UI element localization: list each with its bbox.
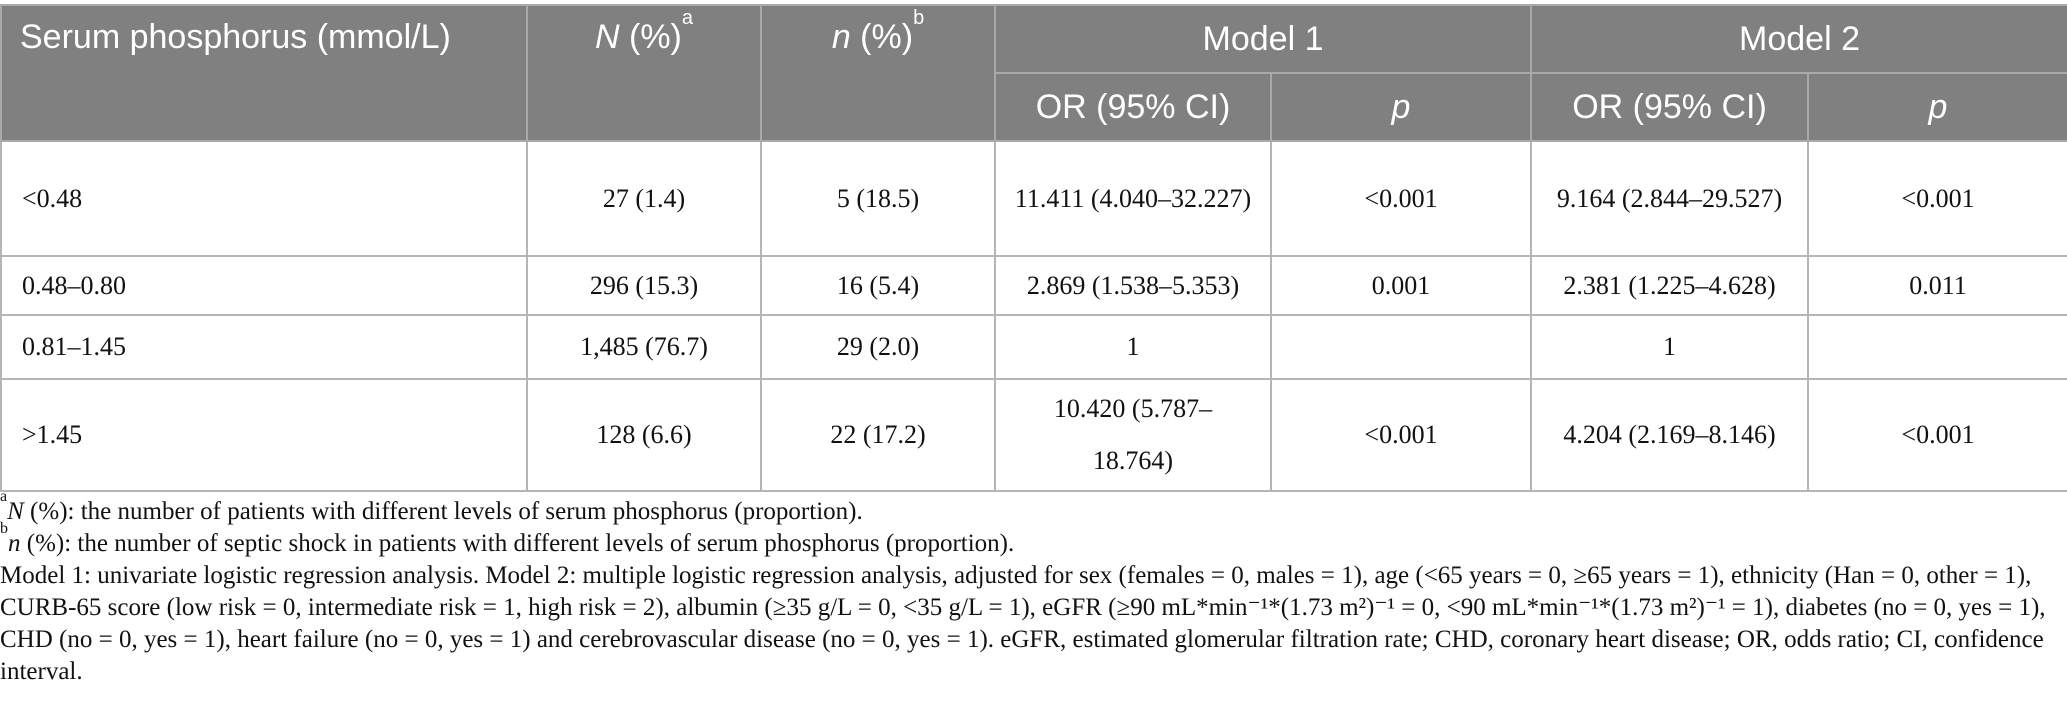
cell-n: 22 (17.2) — [761, 379, 995, 491]
cell-model2-or: 9.164 (2.844–29.527) — [1531, 141, 1808, 256]
table-row — [1, 256, 2067, 315]
header-model-1: Model 1 — [995, 5, 1531, 73]
cell-model1-p: <0.001 — [1271, 141, 1531, 256]
footnote-b: $^b$n (%): the number of septic shock in patients with different levels of serum phosphorus (proportion). — [0, 519, 1015, 557]
header-model2-p: p — [1808, 73, 2067, 141]
cell-model1-or: 10.420 (5.787–18.764) — [995, 379, 1271, 491]
cell-model1-p: <0.001 — [1271, 379, 1531, 491]
table-body — [1, 141, 2067, 491]
header-N-percent: N (%)$^a$ — [527, 5, 761, 141]
cell-model2-p: <0.001 — [1808, 141, 2067, 256]
footnote-a: $^a$N (%): the number of patients with different levels of serum phosphorus (proportion). — [0, 487, 863, 525]
cell-range: 0.81–1.45 — [1, 315, 527, 379]
cell-N: 296 (15.3) — [527, 256, 761, 315]
results-table — [0, 4, 2067, 492]
header-n-percent: n (%)$^b$ — [761, 5, 995, 141]
cell-model2-or: 4.204 (2.169–8.146) — [1531, 379, 1808, 491]
cell-model1-or: 1 — [995, 315, 1271, 379]
table-row — [1, 315, 2067, 379]
cell-n: 29 (2.0) — [761, 315, 995, 379]
cell-model1-or: 2.869 (1.538–5.353) — [995, 256, 1271, 315]
table-row — [1, 141, 2067, 256]
header-model2-or: OR (95% CI) — [1531, 73, 1808, 141]
table-footnotes — [0, 487, 2067, 688]
cell-range: <0.48 — [1, 141, 527, 256]
results-table-container — [0, 4, 2067, 492]
cell-model2-or: 2.381 (1.225–4.628) — [1531, 256, 1808, 315]
cell-model1-p: 0.001 — [1271, 256, 1531, 315]
cell-N: 1,485 (76.7) — [527, 315, 761, 379]
cell-N: 128 (6.6) — [527, 379, 761, 491]
cell-model2-p — [1808, 315, 2067, 379]
cell-model2-p: 0.011 — [1808, 256, 2067, 315]
header-model1-or: OR (95% CI) — [995, 73, 1271, 141]
cell-model2-or: 1 — [1531, 315, 1808, 379]
cell-range: 0.48–0.80 — [1, 256, 527, 315]
cell-model1-or: 11.411 (4.040–32.227) — [995, 141, 1271, 256]
cell-range: >1.45 — [1, 379, 527, 491]
header-model1-p: p — [1271, 73, 1531, 141]
cell-N: 27 (1.4) — [527, 141, 761, 256]
table-header — [1, 5, 2067, 141]
table-row — [1, 379, 2067, 491]
cell-n: 16 (5.4) — [761, 256, 995, 315]
cell-model2-p: <0.001 — [1808, 379, 2067, 491]
cell-model1-p — [1271, 315, 1531, 379]
header-model-2: Model 2 — [1531, 5, 2067, 73]
header-serum-phosphorus: Serum phosphorus (mmol/L) — [1, 5, 527, 141]
cell-n: 5 (18.5) — [761, 141, 995, 256]
footnote-models: Model 1: univariate logistic regression analysis. Model 2: multiple logistic regression analysis, adjusted for sex (females = 0, males = 1), age (<65 years = 0, ≥65 years = 1), ethnicity (Han = 0, other = 1), CURB-65 score (low risk = 0, intermediate risk = 1, high risk = 2), albumin (≥35 g/L = 0, <35 g/L = 1), eGFR (≥90 mL*min⁻¹*(1.73 m²)⁻¹ = 0, <90 mL*min⁻¹*(1.73 m²)⁻¹ = 1), diabetes (no = 0, yes = 1), CHD (no = 0, yes = 1), heart failure (no = 0, yes = 1) and cerebrovascular disease (no = 0, yes = 1). eGFR, estimated glomerular filtration rate; CHD, coronary heart disease; OR, odds ratio; CI, confidence interval. — [0, 562, 2046, 685]
